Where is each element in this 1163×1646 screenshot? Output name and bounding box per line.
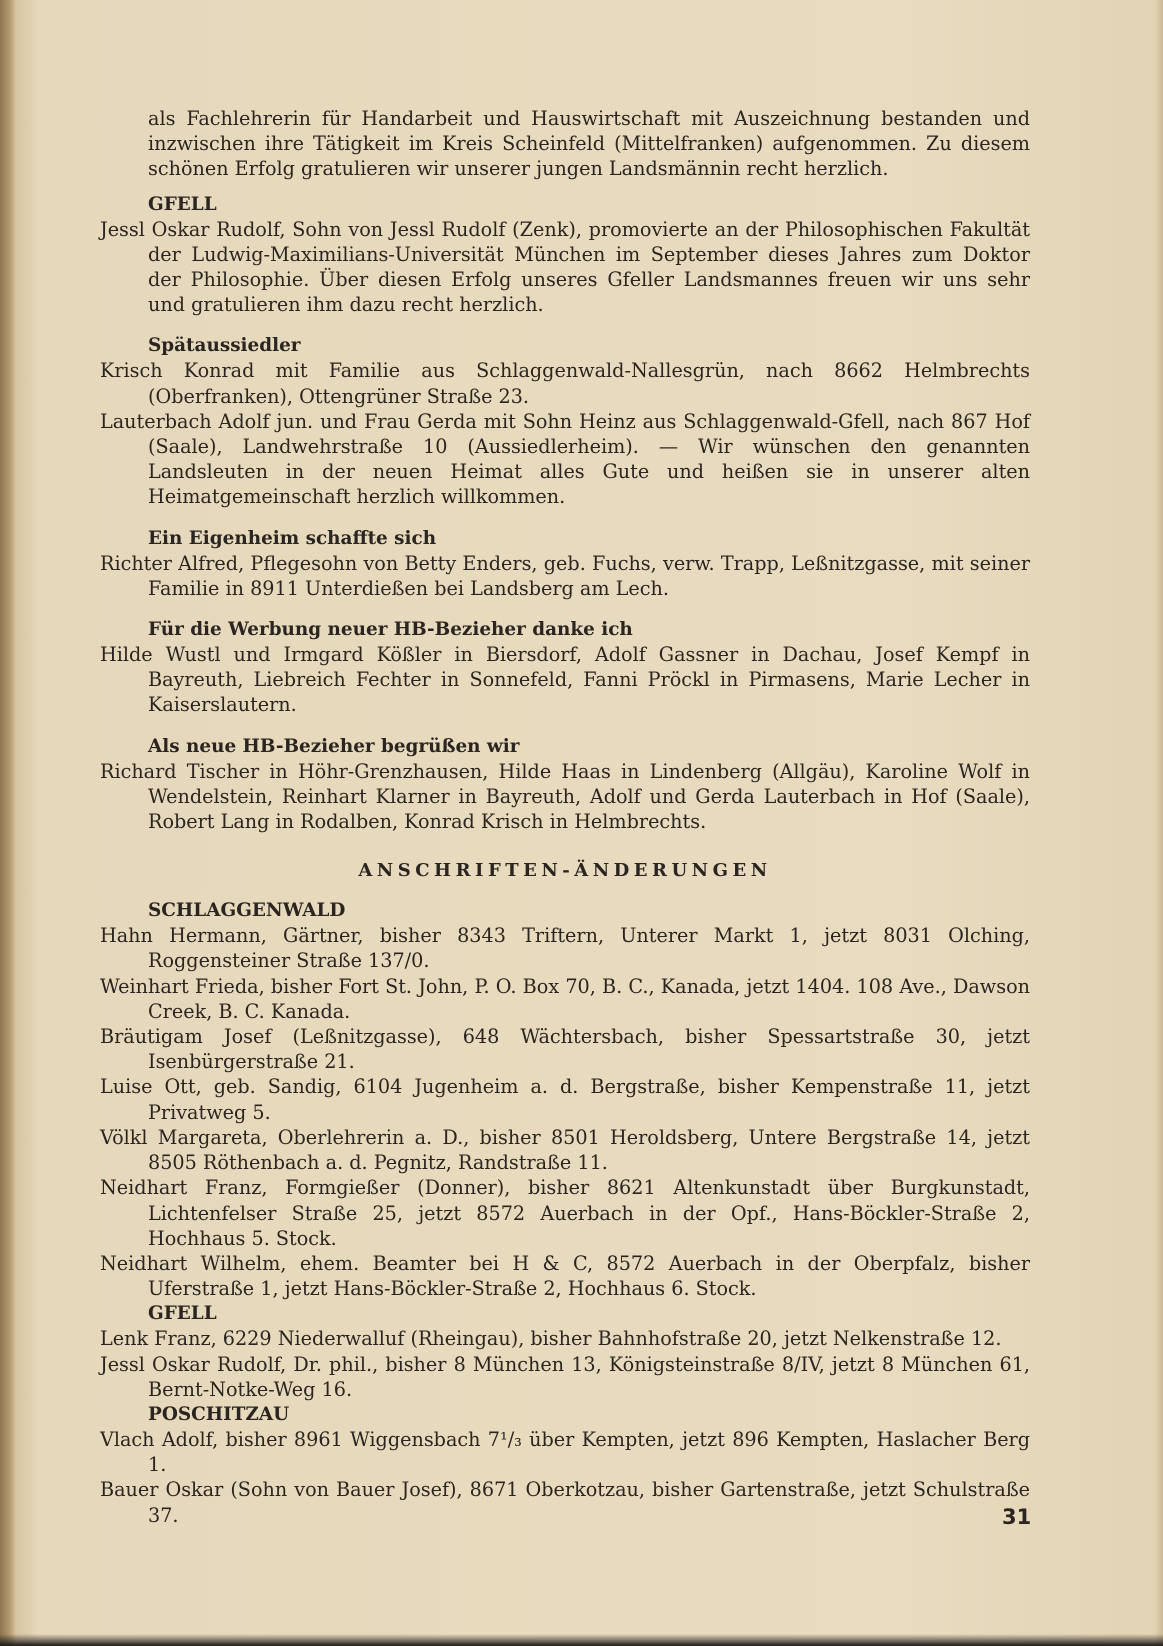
group-heading-gfell: GFELL (148, 1303, 217, 1325)
neue-bezieher-heading: Als neue HB-Bezieher begrüßen wir (148, 735, 520, 757)
spaetaussiedler-entry: Krisch Konrad mit Familie aus Schlaggenwald-Nallesgrün, nach 8662 Helmbrechts (Oberfranken), Ottengrüner Straße 23. (100, 359, 1030, 408)
address-entry: Vlach Adolf, bisher 8961 Wiggensbach 7¹/₃ über Kempten, jetzt 896 Kempten, Haslacher Berg 1. (100, 1427, 1030, 1477)
address-entry: Bräutigam Josef (Leßnitzgasse), 648 Wächtersbach, bisher Spessartstraße 30, jetzt Isenbürgerstraße 21. (100, 1025, 1030, 1074)
address-entry: Luise Ott, geb. Sandig, 6104 Jugenheim a. d. Bergstraße, bisher Kempenstraße 11, jetzt Privatweg 5. (100, 1075, 1030, 1124)
group-heading-poschitzau: POSCHITZAU (148, 1403, 290, 1425)
neue-bezieher-text: Richard Tischer in Höhr-Grenzhausen, Hilde Haas in Lindenberg (Allgäu), Karoline Wolf in Wendelstein, Reinhart Klarner in Bayreuth, Adolf und Gerda Lauterbach in Hof (Saale), Robert Lang in Rodalben, Konrad Krisch in Helmbrechts. (100, 759, 1030, 834)
page-right-edge (1155, 0, 1163, 1646)
eigenheim-text: Richter Alfred, Pflegesohn von Betty Enders, geb. Fuchs, verw. Trapp, Leßnitzgasse, mit seiner Familie in 8911 Unterdießen bei Landsberg am Lech. (100, 551, 1030, 600)
werbung-text: Hilde Wustl und Irmgard Kößler in Biersdorf, Adolf Gassner in Dachau, Josef Kempf in Bayreuth, Liebreich Fechter in Sonnefeld, Fanni Pröckl in Pirmasens, Marie Lecher in Kaiserslautern. (100, 643, 1030, 717)
spaetaussiedler-heading: Spätaussiedler (148, 335, 301, 357)
anschriften-title: ANSCHRIFTEN-ÄNDERUNGEN (358, 860, 772, 882)
werbung-heading: Für die Werbung neuer HB-Bezieher danke ich (148, 619, 633, 641)
group-heading-schlaggenwald: SCHLAGGENWALD (148, 900, 346, 922)
page-content (100, 106, 1030, 1528)
address-entry: Lenk Franz, 6229 Niederwalluf (Rheingau), bisher Bahnhofstraße 20, jetzt Nelkenstraße 12. (100, 1327, 1002, 1351)
spaetaussiedler-entry: Lauterbach Adolf jun. und Frau Gerda mit Sohn Heinz aus Schlaggenwald-Gfell, nach 867 Hof (Saale), Landwehrstraße 10 (Aussiedlerheim). — Wir wünschen den genannten Landsleuten in der neuen Heimat alles Gute und heißen sie in unserer alten Heimatgemeinschaft herzlich willkommen. (100, 409, 1030, 509)
address-entry: Neidhart Franz, Formgießer (Donner), bisher 8621 Altenkunstadt über Burgkunstadt, Lichtenfelser Straße 25, jetzt 8572 Auerbach in der Opf., Hans-Böckler-Straße 2, Hochhaus 5. Stock. (100, 1176, 1030, 1250)
page-bottom-edge (0, 1634, 1163, 1646)
address-entry: Weinhart Frieda, bisher Fort St. John, P. O. Box 70, B. C., Kanada, jetzt 1404. 108 Ave., Dawson Creek, B. C. Kanada. (100, 974, 1030, 1023)
address-entry: Bauer Oskar (Sohn von Bauer Josef), 8671 Oberkotzau, bisher Gartenstraße, jetzt Schulstraße 37. (100, 1478, 1030, 1527)
gfell-heading: GFELL (148, 193, 217, 215)
eigenheim-heading: Ein Eigenheim schaffte sich (148, 527, 437, 549)
address-entry: Hahn Hermann, Gärtner, bisher 8343 Triftern, Unterer Markt 1, jetzt 8031 Olching, Roggensteiner Straße 137/0. (100, 924, 1030, 973)
address-entry: Jessl Oskar Rudolf, Dr. phil., bisher 8 München 13, Königsteinstraße 8/IV, jetzt 8 München 61, Bernt-Notke-Weg 16. (100, 1352, 1030, 1401)
address-entry: Völkl Margareta, Oberlehrerin a. D., bisher 8501 Heroldsberg, Untere Bergstraße 14, jetzt 8505 Röthenbach a. d. Pegnitz, Randstraße 11. (100, 1125, 1030, 1175)
address-entry: Neidhart Wilhelm, ehem. Beamter bei H & C, 8572 Auerbach in der Oberpfalz, bisher Uferstraße 1, jetzt Hans-Böckler-Straße 2, Hochhaus 6. Stock. (100, 1251, 1030, 1301)
page-number: 31 (1002, 1505, 1032, 1529)
gfell-text: Jessl Oskar Rudolf, Sohn von Jessl Rudolf (Zenk), promovierte an der Philosophischen Fakultät der Ludwig-Maximilians-Universität München im September dieses Jahres zum Doktor der Philosophie. Über diesen Erfolg unseres Gfeller Landsmannes freuen wir uns sehr und gratulieren ihm dazu recht herzlich. (100, 217, 1030, 317)
intro-paragraph: als Fachlehrerin für Handarbeit und Hauswirtschaft mit Auszeichnung bestanden und inzwischen ihre Tätigkeit im Kreis Scheinfeld (Mittelfranken) aufgenommen. Zu diesem schönen Erfolg gratulieren wir unserer jungen Landsmännin recht herzlich. (148, 107, 1030, 181)
book-spine-shadow (0, 0, 16, 1646)
